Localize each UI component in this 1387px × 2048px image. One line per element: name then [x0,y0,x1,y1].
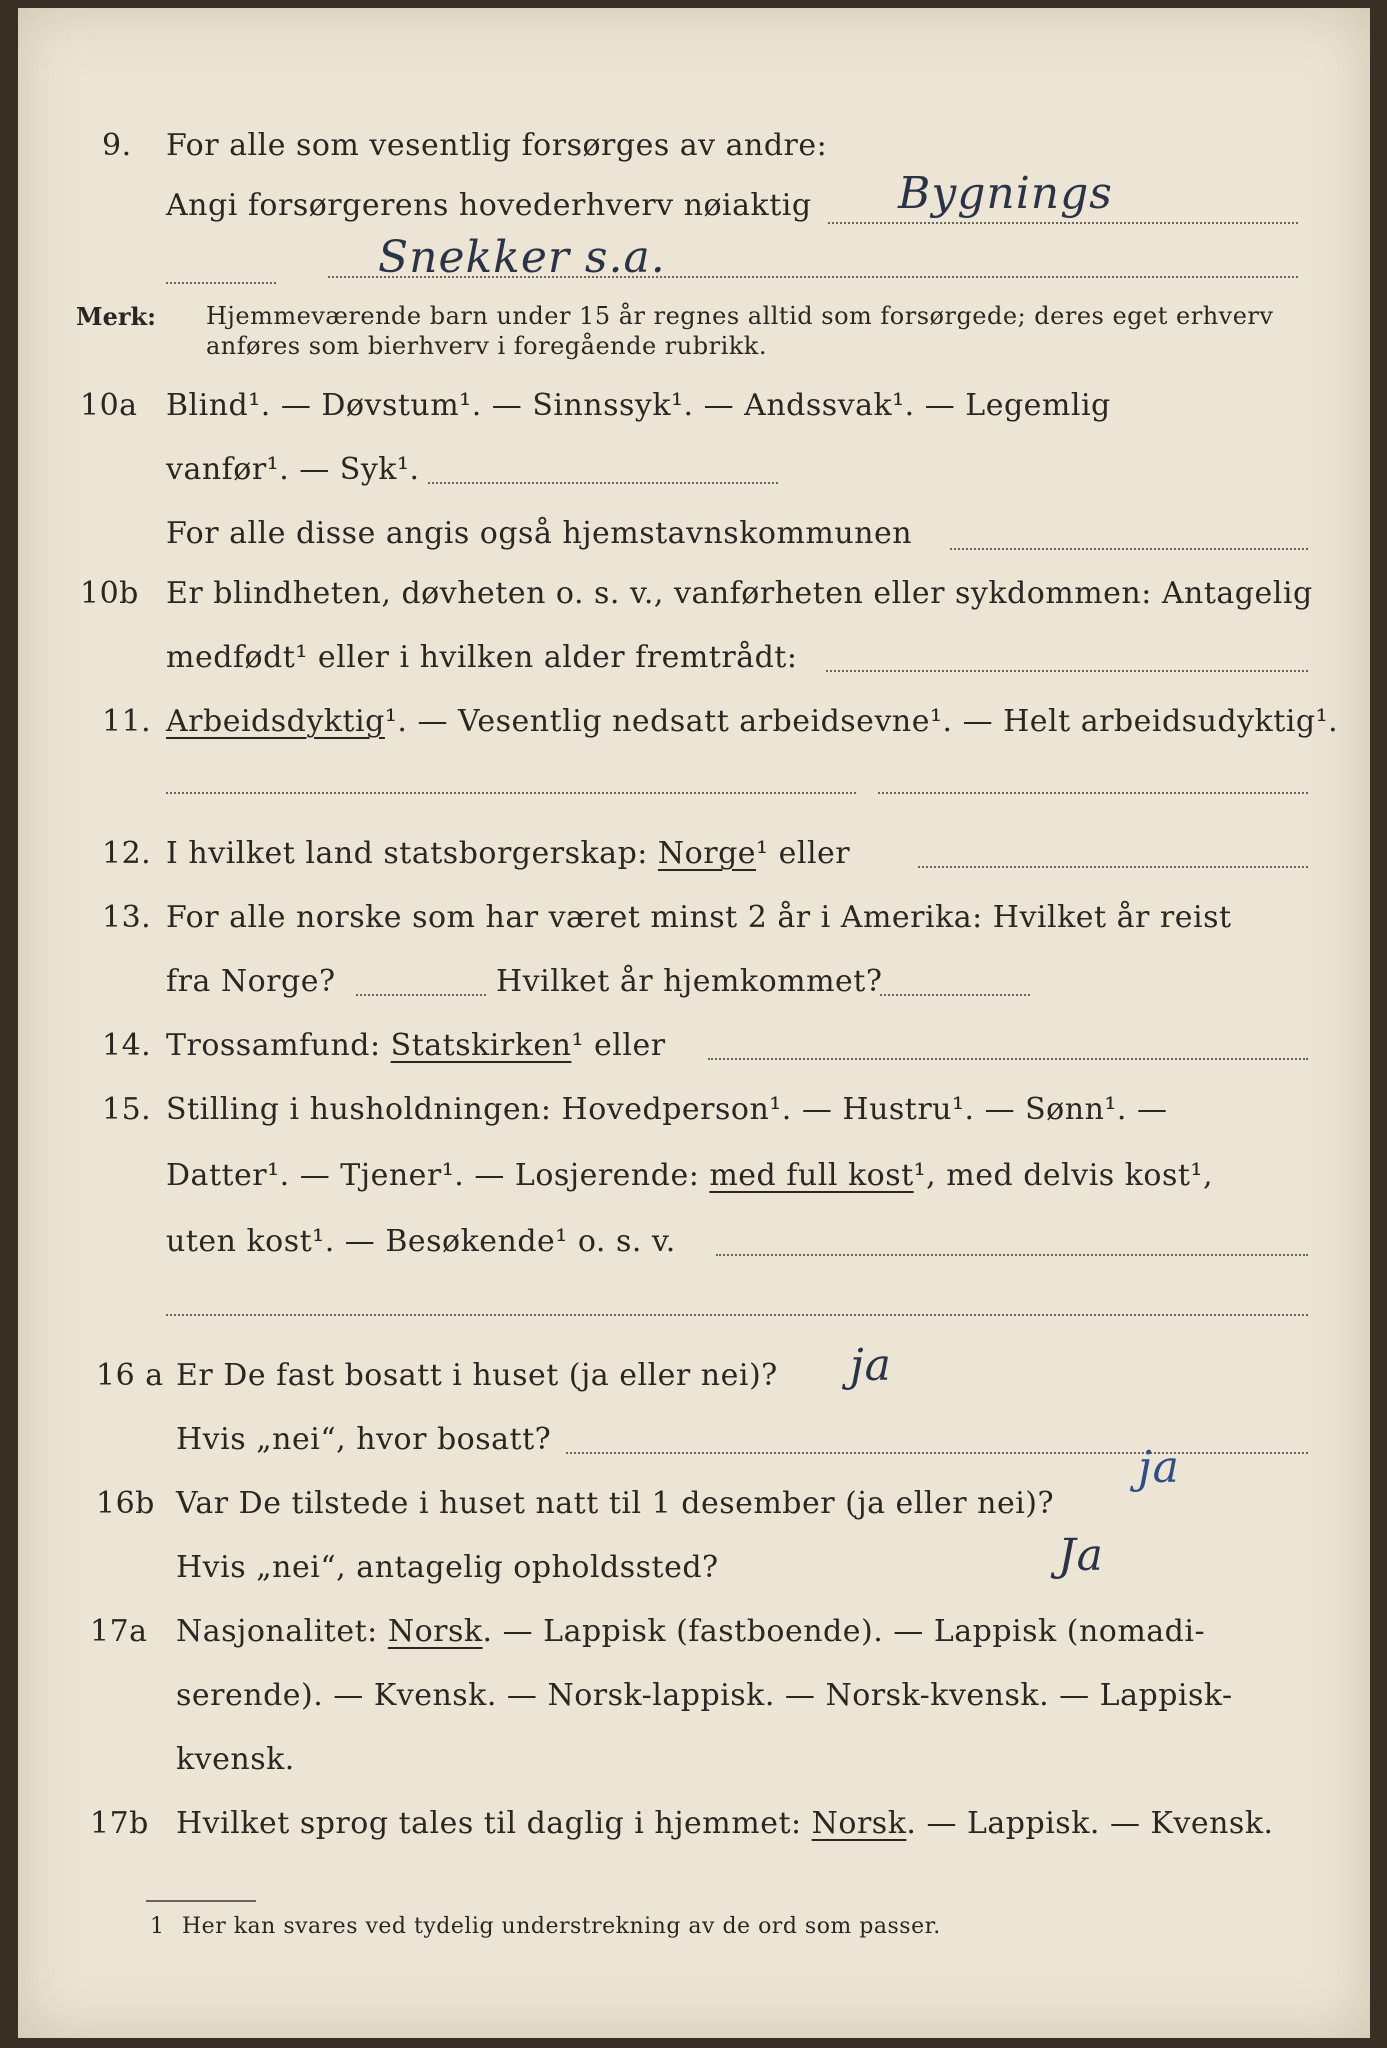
q17a-line3 [18,1734,1370,1794]
q10a-text-1: Blind¹. — Døvstum¹. — Sinnssyk¹. — Andssvak¹. — Legemlig [166,388,1111,423]
q10b-text-1: Er blindheten, døvheten o. s. v., vanførheten eller sykdommen: Antagelig [166,576,1313,611]
q9-text-2: Angi forsørgerens hovederhverv nøiaktig [166,188,812,223]
answer-dotted-line [918,866,1308,868]
q15-line1 [18,1084,1370,1144]
answer-dotted-line [950,548,1308,550]
q16a-text-2: Hvis „nei“, hvor bosatt? [176,1422,552,1457]
q9-line2 [18,168,1370,240]
q11-answer-line [18,756,1370,816]
q16b-text-2: Hvis „nei“, antagelig opholdssted? [176,1550,719,1585]
q11-text [166,704,1338,739]
q17a-line1 [18,1606,1370,1666]
answer-dotted-line [356,994,486,996]
footnote-rule [146,1900,256,1902]
q12-number: 12. [102,836,152,871]
q15-text-1: Stilling i husholdningen: Hovedperson¹. — Hustru¹. — Sønn¹. — [166,1092,1168,1127]
q10b-number: 10b [80,576,139,611]
q17b-text: Hvilket sprog tales til daglig i hjemmet: Norsk. — Lappisk. — Kvensk. [176,1806,1274,1841]
merk-text-1: Hjemmeværende barn under 15 år regnes alltid som forsørgede; deres eget erhverv [206,302,1274,330]
q11-line [18,696,1370,756]
q16a-answer-handwritten: ja [850,1340,892,1391]
q16b-number: 16b [96,1486,155,1521]
q17a-line2 [18,1670,1370,1730]
q9-number: 9. [102,128,132,163]
answer-dotted-line [828,222,1298,224]
answer-dotted-line [166,1314,1308,1316]
answer-dotted-line [826,670,1308,672]
q10b-text-2: medfødt¹ eller i hvilken alder fremtrådt: [166,640,798,675]
q13-number: 13. [102,900,152,935]
q17b-underlined-option: Norsk [811,1806,907,1841]
merk-text-2: anføres som bierhverv i foregående rubrikk. [206,332,767,360]
q17a-number: 17a [90,1614,148,1649]
q16a-text-1: Er De fast bosatt i huset (ja eller nei)? [176,1358,778,1393]
q10a-line2 [18,444,1370,504]
answer-dotted-line [166,792,856,794]
q9-answer-handwritten-2: Snekker s.a. [378,232,666,283]
q10b-line1 [18,568,1370,628]
q15-line3 [18,1216,1370,1276]
answer-dotted-line [566,1452,1308,1454]
q11-underlined-option: Arbeidsdyktig [166,704,385,739]
q16a-line1 [18,1340,1370,1410]
q17b-line [18,1798,1370,1858]
q16b-line2 [18,1530,1370,1602]
q15-text-2: Datter¹. — Tjener¹. — Losjerende: med full kost¹, med delvis kost¹, [166,1158,1213,1193]
merk-line2 [18,326,1370,386]
q17a-underlined-option: Norsk [387,1614,483,1649]
q14-underlined-option: Statskirken [390,1028,572,1063]
footnote-text: Her kan svares ved tydelig understrekning av de ord som passer. [182,1914,941,1939]
q14-text: Trossamfund: Statskirken¹ eller [166,1028,666,1063]
answer-dotted-line [166,282,276,284]
q17a-text-3: kvensk. [176,1742,295,1777]
q13-line1 [18,892,1370,952]
q17a-text-2: serende). — Kvensk. — Norsk-lappisk. — Norsk-kvensk. — Lappisk- [176,1678,1233,1713]
q17a-text-1: Nasjonalitet: Norsk. — Lappisk (fastboende). — Lappisk (nomadi- [176,1614,1206,1649]
q9-line1 [18,120,1370,180]
q10b-line2 [18,632,1370,692]
q12-line [18,828,1370,888]
q13-text-2a: fra Norge? [166,964,336,999]
q15-line2 [18,1150,1370,1210]
q9-answer-handwritten-1: Bygnings [898,168,1113,219]
answer-dotted-line [878,792,1308,794]
q16a-number: 16 a [96,1358,164,1393]
q12-underlined-option: Norge [657,836,757,871]
q10a-text-3: For alle disse angis også hjemstavnskommunen [166,516,913,551]
q13-text-1: For alle norske som har været minst 2 år i Amerika: Hvilket år reist [166,900,1232,935]
q16b-answer-handwritten-1: ja [1138,1442,1180,1493]
answer-dotted-line [880,994,1030,996]
q13-text-2b: Hvilket år hjemkommet? [496,964,883,999]
q11-number: 11. [102,704,152,739]
footnote-mark: 1 [150,1914,165,1939]
q15-underlined-option: med full kost [709,1158,914,1193]
q16b-line1 [18,1442,1370,1538]
q15-text-3: uten kost¹. — Besøkende¹ o. s. v. [166,1224,676,1259]
q15-number: 15. [102,1092,152,1127]
answer-dotted-line [716,1254,1308,1256]
q12-text: I hvilket land statsborgerskap: Norge¹ eller [166,836,851,871]
q16b-answer-handwritten-2: Ja [1058,1530,1104,1581]
q14-line [18,1020,1370,1080]
census-form-page [18,8,1370,2038]
answer-dotted-line [428,482,778,484]
q10a-text-2: vanfør¹. — Syk¹. [166,452,420,487]
q15-answer-line [18,1278,1370,1338]
footnote [18,1910,1370,1970]
q13-line2 [18,956,1370,1016]
q11-rest: ¹. — Vesentlig nedsatt arbeidsevne¹. — Helt arbeidsudyktig¹. [384,704,1339,739]
q9-text-1: For alle som vesentlig forsørges av andre: [166,128,828,163]
q17b-number: 17b [90,1806,149,1841]
merk-label: Merk: [76,302,156,331]
q10a-line1 [18,380,1370,440]
q10a-number: 10a [80,388,138,423]
q10a-line3 [18,508,1370,568]
answer-dotted-line [708,1058,1308,1060]
q16b-text-1: Var De tilstede i huset natt til 1 desember (ja eller nei)? [176,1486,1055,1521]
q14-number: 14. [102,1028,152,1063]
